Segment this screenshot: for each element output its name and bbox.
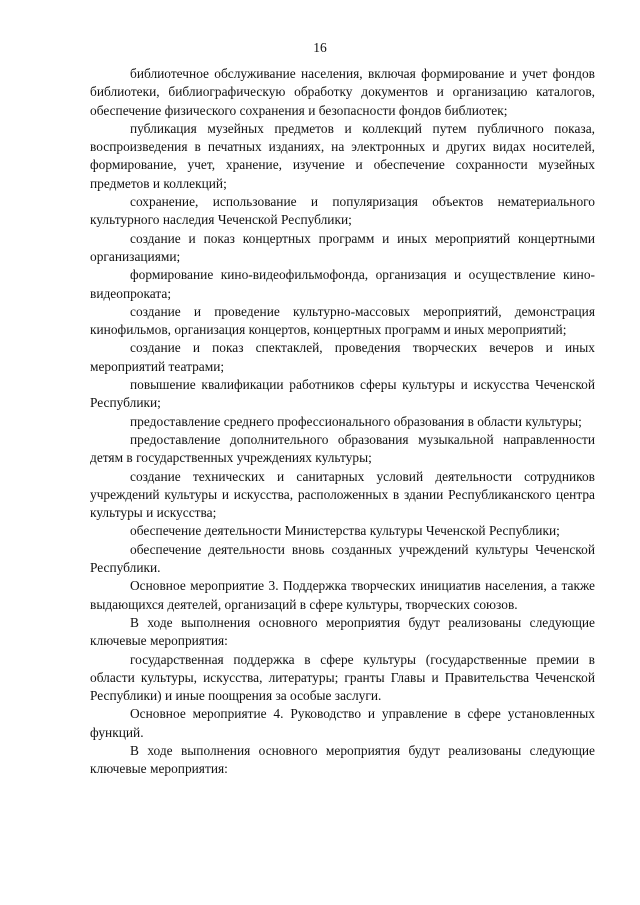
paragraph-qualification: повышение квалификации работников сферы культуры и искусства Чеченской Республики; <box>90 377 595 411</box>
paragraph-main-activity-4: Основное мероприятие 4. Руководство и управление в сфере установленных функций. <box>90 706 595 740</box>
paragraph-additional-education: предоставление дополнительного образования музыкальной направленности детям в государственных учреждениях культуры; <box>90 431 595 466</box>
paragraph-concert-programs: создание и показ концертных программ и иных мероприятий концертными организациями; <box>90 230 595 264</box>
paragraph-main-activity-3: Основное мероприятие 3. Поддержка творческих инициатив населения, а также выдающихся деятелей, организаций в сфере культуры, творческих союзов. <box>90 578 595 612</box>
paragraph-secondary-education: предоставление среднего профессионального образования в области культуры; <box>130 413 582 429</box>
page-number: 16 <box>313 40 327 55</box>
paragraph-film-fund: формирование кино-видеофильмофонда, организация и осуществление кино-видеопроката; <box>90 267 595 301</box>
paragraph-state-support: государственная поддержка в сфере культуры (государственные премии в области культуры, искусства, литературы; гранты Главы и Правительства Чеченской Республики) и иные поощрения за особые заслуги. <box>90 651 595 704</box>
paragraph-cultural-events: создание и проведение культурно-массовых мероприятий, демонстрация кинофильмов, организация концертов, концертных программ и иных мероприятий; <box>90 303 595 338</box>
paragraph-new-institutions: обеспечение деятельности вновь созданных учреждений культуры Чеченской Республики. <box>90 541 595 576</box>
paragraph-theatre-performances: создание и показ спектаклей, проведения творческих вечеров и иных мероприятий театрами; <box>90 340 595 374</box>
paragraph-intangible-heritage: сохранение, использование и популяризация объектов нематериального культурного наследия Чеченской Республики; <box>90 194 595 228</box>
paragraph-museum-publication: публикация музейных предметов и коллекций путем публичного показа, воспроизведения в печатных изданиях, на электронных и других видах носителей, формирование, учет, хранение, изучение и обеспечение сохранности музейных предметов и коллекций; <box>90 120 595 191</box>
paragraph-key-activities-intro-1: В ходе выполнения основного мероприятия будут реализованы следующие ключевые мероприятия: <box>90 614 595 649</box>
paragraph-key-activities-intro-2: В ходе выполнения основного мероприятия будут реализованы следующие ключевые мероприятия: <box>90 742 595 777</box>
paragraph-library-services: библиотечное обслуживание населения, включая формирование и учет фондов библиотеки, библиографическую обработку документов и организацию каталогов, обеспечение физического сохранения и безопасности фондов библиотек; <box>90 66 595 118</box>
paragraph-technical-conditions: создание технических и санитарных условий деятельности сотрудников учреждений культуры и искусства, расположенных в здании Республиканского центра культуры и искусства; <box>90 468 595 521</box>
document-body <box>90 65 595 779</box>
paragraph-ministry-activity: обеспечение деятельности Министерства культуры Чеченской Республики; <box>130 523 560 539</box>
